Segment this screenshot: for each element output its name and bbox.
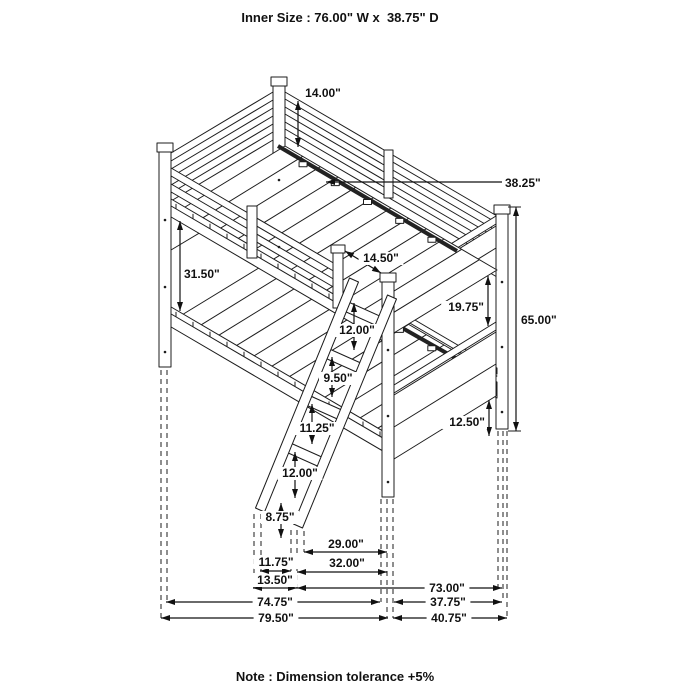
dim-label-d7950: 79.50" (258, 611, 294, 625)
dim-label-d3825: 38.25" (505, 176, 541, 190)
dim-label-d3200: 32.00" (329, 556, 365, 570)
dim-label-d950: 9.50" (323, 371, 353, 385)
dim-label-d6500: 65.00" (521, 313, 557, 327)
dim-label-d3775: 37.75" (430, 595, 466, 609)
tolerance-note: Note : Dimension tolerance +5% (235, 669, 435, 684)
dim-label-d7475: 74.75" (257, 595, 293, 609)
dim-label-d1250: 12.50" (449, 415, 485, 429)
dim-label-d4075: 40.75" (431, 611, 467, 625)
dim-label-d875: 8.75" (265, 510, 295, 524)
dim-label-d1450: 14.50" (363, 251, 399, 265)
dim-label-d1200b: 12.00" (282, 466, 318, 480)
dim-label-d1400: 14.00" (305, 86, 341, 100)
dim-label-d1175: 11.75" (258, 555, 294, 569)
dim-label-d1200a: 12.00" (339, 323, 375, 337)
dim-label-d2900: 29.00" (328, 537, 364, 551)
dim-label-d3150: 31.50" (184, 267, 220, 281)
front-left-post (157, 143, 173, 367)
dim-label-d1125: 11.25" (299, 421, 335, 435)
dim-label-d7300: 73.00" (429, 581, 465, 595)
dim-label-d1350: 13.50" (257, 573, 293, 587)
inner-size-title: Inner Size : 76.00" W x 38.75" D (241, 10, 439, 25)
dim-label-d1975: 19.75" (448, 300, 484, 314)
